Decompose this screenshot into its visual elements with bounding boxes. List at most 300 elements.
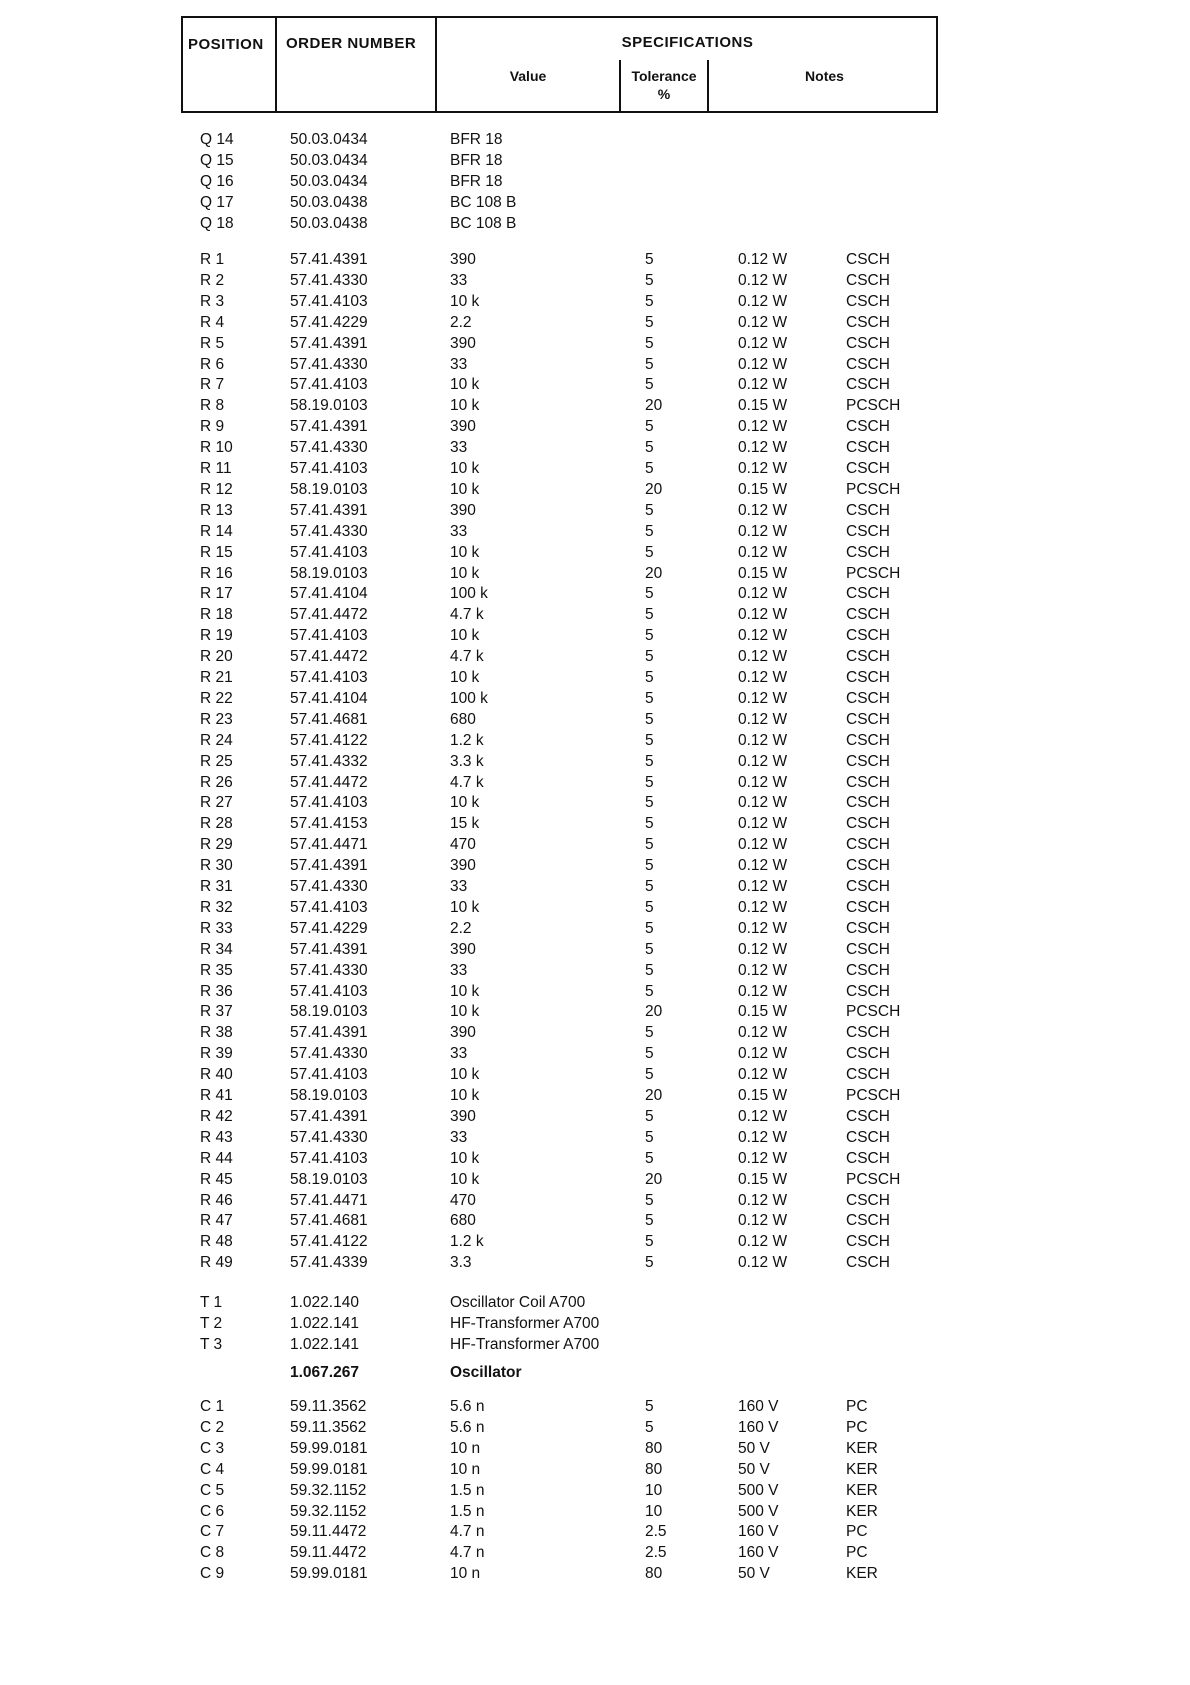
order-number-cell: 57.41.4472 bbox=[290, 773, 368, 791]
order-number-cell: 58.19.0103 bbox=[290, 397, 368, 415]
table-row bbox=[0, 1502, 1190, 1522]
table-row bbox=[0, 626, 1190, 646]
order-number-cell: 59.11.4472 bbox=[290, 1523, 367, 1541]
value-cell: 100 k bbox=[450, 585, 488, 603]
position-cell: C 4 bbox=[200, 1460, 225, 1478]
tolerance-cell: 5 bbox=[645, 1191, 654, 1209]
table-row bbox=[0, 1522, 1190, 1542]
value-cell: 10 k bbox=[450, 564, 480, 582]
rating-cell: 0.12 W bbox=[738, 731, 788, 749]
position-cell: R 18 bbox=[200, 606, 233, 624]
position-cell: R 41 bbox=[200, 1087, 233, 1104]
notes-cell: CSCH bbox=[846, 251, 890, 268]
value-cell: 4.7 k bbox=[450, 606, 484, 624]
rating-cell: 0.12 W bbox=[738, 1149, 788, 1167]
position-cell: R 5 bbox=[200, 334, 225, 352]
table-row bbox=[0, 375, 1190, 395]
notes-cell: CSCH bbox=[846, 1212, 890, 1230]
position-cell: R 13 bbox=[200, 501, 233, 519]
notes-cell: PCSCH bbox=[846, 1087, 901, 1104]
tolerance-cell: 5 bbox=[645, 669, 654, 686]
table-row bbox=[0, 172, 1190, 192]
tolerance-cell: 5 bbox=[645, 1212, 654, 1230]
order-number-cell: 57.41.4103 bbox=[290, 376, 368, 394]
table-row bbox=[0, 271, 1190, 291]
rating-cell: 0.12 W bbox=[738, 752, 788, 770]
tolerance-cell: 5 bbox=[645, 689, 654, 707]
order-number-cell: 57.41.4104 bbox=[290, 689, 368, 707]
table-row bbox=[0, 584, 1190, 604]
order-number-cell: 57.41.4339 bbox=[290, 1254, 368, 1272]
value-cell: 10 k bbox=[450, 898, 480, 916]
order-number-cell: 59.32.1152 bbox=[290, 1502, 367, 1520]
notes-header: Notes bbox=[805, 68, 844, 84]
table-row bbox=[0, 1170, 1190, 1190]
order-number-cell: 1.022.141 bbox=[290, 1314, 359, 1332]
tolerance-cell: 80 bbox=[645, 1439, 663, 1457]
rating-cell: 0.12 W bbox=[738, 460, 788, 477]
value-cell: 1.5 n bbox=[450, 1502, 485, 1520]
tolerance-cell: 20 bbox=[645, 480, 663, 498]
rating-cell: 50 V bbox=[738, 1439, 770, 1457]
tolerance-cell: 10 bbox=[645, 1502, 663, 1520]
value-cell: 680 bbox=[450, 710, 476, 728]
tolerance-cell: 5 bbox=[645, 1418, 654, 1436]
tolerance-cell: 5 bbox=[645, 878, 654, 895]
value-cell: 390 bbox=[450, 418, 476, 436]
position-cell: R 27 bbox=[200, 794, 233, 812]
table-row bbox=[0, 1335, 1190, 1355]
rating-cell: 0.12 W bbox=[738, 501, 788, 519]
tolerance-cell: 20 bbox=[645, 397, 663, 415]
value-cell: 10 k bbox=[450, 627, 480, 645]
value-cell: 5.6 n bbox=[450, 1418, 485, 1436]
notes-cell: CSCH bbox=[846, 982, 890, 1000]
notes-cell: CSCH bbox=[846, 794, 890, 812]
notes-cell: CSCH bbox=[846, 543, 890, 561]
value-cell: BC 108 B bbox=[450, 214, 517, 232]
tolerance-cell: 5 bbox=[645, 815, 654, 833]
rating-cell: 0.12 W bbox=[738, 585, 788, 603]
value-cell: 390 bbox=[450, 1107, 476, 1125]
tolerance-unit: % bbox=[657, 86, 671, 102]
value-cell: BC 108 B bbox=[450, 193, 517, 211]
notes-cell: KER bbox=[846, 1439, 878, 1457]
table-row bbox=[0, 522, 1190, 542]
value-cell: 390 bbox=[450, 940, 476, 958]
value-cell: 33 bbox=[450, 439, 468, 457]
rating-cell: 0.12 W bbox=[738, 251, 788, 268]
tolerance-cell: 5 bbox=[645, 627, 654, 645]
rating-cell: 0.12 W bbox=[738, 1066, 788, 1084]
table-row bbox=[0, 292, 1190, 312]
value-cell: 3.3 k bbox=[450, 752, 484, 770]
notes-cell: KER bbox=[846, 1481, 878, 1499]
rating-cell: 0.12 W bbox=[738, 710, 788, 728]
order-number-cell: 1.022.140 bbox=[290, 1294, 359, 1311]
table-row bbox=[0, 1191, 1190, 1211]
order-number-cell: 57.41.4330 bbox=[290, 522, 368, 540]
tolerance-header: Tolerance bbox=[631, 68, 697, 84]
order-number-cell: 50.03.0438 bbox=[290, 193, 368, 211]
table-row bbox=[0, 773, 1190, 793]
rating-cell: 0.12 W bbox=[738, 271, 788, 289]
tolerance-cell: 5 bbox=[645, 1066, 654, 1084]
order-number-cell: 57.41.4391 bbox=[290, 1107, 368, 1125]
position-cell: R 10 bbox=[200, 439, 233, 457]
table-row bbox=[0, 459, 1190, 479]
order-number-cell: 57.41.4391 bbox=[290, 857, 368, 875]
position-cell: C 9 bbox=[200, 1565, 225, 1583]
order-number-cell: 58.19.0103 bbox=[290, 1087, 368, 1104]
value-cell: 10 k bbox=[450, 543, 480, 561]
value-cell: 10 k bbox=[450, 1170, 480, 1188]
value-cell: 33 bbox=[450, 355, 468, 373]
order-number-cell: 57.41.4330 bbox=[290, 1045, 368, 1063]
tolerance-cell: 5 bbox=[645, 460, 654, 477]
value-cell: 2.2 bbox=[450, 313, 472, 331]
table-row bbox=[0, 334, 1190, 354]
position-cell: R 37 bbox=[200, 1003, 233, 1021]
order-number-cell: 1.067.267 bbox=[290, 1364, 359, 1381]
notes-cell: CSCH bbox=[846, 752, 890, 770]
value-cell: BFR 18 bbox=[450, 172, 503, 190]
rating-cell: 0.12 W bbox=[738, 878, 788, 895]
order-number-cell: 57.41.4330 bbox=[290, 1128, 368, 1146]
table-row bbox=[0, 919, 1190, 939]
order-number-cell: 59.99.0181 bbox=[290, 1565, 368, 1583]
table-row bbox=[0, 480, 1190, 500]
tolerance-cell: 5 bbox=[645, 919, 654, 937]
position-cell: R 40 bbox=[200, 1066, 233, 1084]
notes-cell: PC bbox=[846, 1418, 868, 1436]
order-number-cell: 57.41.4103 bbox=[290, 460, 368, 477]
table-row bbox=[0, 250, 1190, 270]
table-row bbox=[0, 130, 1190, 150]
rating-cell: 500 V bbox=[738, 1502, 779, 1520]
tolerance-cell: 2.5 bbox=[645, 1523, 667, 1541]
position-cell: Q 17 bbox=[200, 193, 234, 211]
tolerance-cell: 80 bbox=[645, 1460, 663, 1478]
order-number-cell: 57.41.4122 bbox=[290, 731, 368, 749]
notes-cell: CSCH bbox=[846, 1233, 890, 1251]
notes-cell: CSCH bbox=[846, 1254, 890, 1272]
value-cell: 10 k bbox=[450, 669, 480, 686]
table-row bbox=[0, 731, 1190, 751]
value-cell: HF-Transformer A700 bbox=[450, 1314, 600, 1332]
table-row bbox=[0, 417, 1190, 437]
rating-cell: 0.12 W bbox=[738, 982, 788, 1000]
rating-cell: 0.15 W bbox=[738, 1170, 788, 1188]
position-cell: R 32 bbox=[200, 898, 233, 916]
rating-cell: 0.12 W bbox=[738, 355, 788, 373]
notes-cell: PCSCH bbox=[846, 397, 901, 415]
position-cell: R 46 bbox=[200, 1191, 233, 1209]
order-number-cell: 58.19.0103 bbox=[290, 480, 368, 498]
order-number-cell: 57.41.4122 bbox=[290, 1233, 368, 1251]
position-cell: R 49 bbox=[200, 1254, 233, 1272]
order-number-cell: 57.41.4391 bbox=[290, 334, 368, 352]
value-cell: 10 k bbox=[450, 292, 480, 310]
value-cell: 10 n bbox=[450, 1460, 481, 1478]
position-cell: R 35 bbox=[200, 961, 233, 979]
value-cell: 390 bbox=[450, 501, 476, 519]
notes-cell: CSCH bbox=[846, 585, 890, 603]
notes-cell: PCSCH bbox=[846, 1170, 901, 1188]
table-row bbox=[0, 605, 1190, 625]
notes-cell: CSCH bbox=[846, 669, 890, 686]
value-cell: Oscillator bbox=[450, 1364, 522, 1381]
table-row bbox=[0, 501, 1190, 521]
rating-cell: 0.12 W bbox=[738, 773, 788, 791]
rating-cell: 50 V bbox=[738, 1460, 770, 1478]
position-cell: R 12 bbox=[200, 480, 233, 498]
tolerance-cell: 80 bbox=[645, 1565, 663, 1583]
order-number-cell: 59.32.1152 bbox=[290, 1481, 367, 1499]
order-number-cell: 57.41.4391 bbox=[290, 940, 368, 958]
position-cell: T 2 bbox=[200, 1314, 223, 1332]
rating-cell: 0.12 W bbox=[738, 1107, 788, 1125]
order-number-cell: 1.022.141 bbox=[290, 1335, 359, 1353]
table-row bbox=[0, 1543, 1190, 1563]
rating-cell: 160 V bbox=[738, 1544, 779, 1562]
order-number-cell: 59.99.0181 bbox=[290, 1439, 368, 1457]
position-cell: R 36 bbox=[200, 982, 233, 1000]
position-cell: Q 14 bbox=[200, 131, 234, 148]
rating-cell: 0.15 W bbox=[738, 564, 788, 582]
order-number-cell: 57.41.4471 bbox=[290, 1191, 368, 1209]
rating-cell: 0.12 W bbox=[738, 1191, 788, 1209]
header-divider bbox=[435, 18, 437, 111]
order-number-cell: 58.19.0103 bbox=[290, 1170, 368, 1188]
rating-cell: 0.12 W bbox=[738, 919, 788, 937]
table-row bbox=[0, 814, 1190, 834]
table-row bbox=[0, 313, 1190, 333]
table-row bbox=[0, 1065, 1190, 1085]
table-row bbox=[0, 647, 1190, 667]
rating-cell: 0.12 W bbox=[738, 606, 788, 624]
tolerance-cell: 5 bbox=[645, 898, 654, 916]
rating-cell: 0.12 W bbox=[738, 543, 788, 561]
table-row bbox=[0, 1023, 1190, 1043]
position-cell: R 31 bbox=[200, 878, 233, 895]
value-cell: BFR 18 bbox=[450, 131, 503, 148]
value-cell: 390 bbox=[450, 334, 476, 352]
position-cell: R 15 bbox=[200, 543, 233, 561]
value-cell: 10 k bbox=[450, 397, 480, 415]
value-cell: 10 n bbox=[450, 1565, 481, 1583]
rating-cell: 0.15 W bbox=[738, 480, 788, 498]
value-cell: 4.7 n bbox=[450, 1523, 485, 1541]
tolerance-cell: 20 bbox=[645, 1170, 663, 1188]
position-cell: C 5 bbox=[200, 1481, 225, 1499]
position-cell: C 8 bbox=[200, 1544, 225, 1562]
tolerance-cell: 5 bbox=[645, 334, 654, 352]
value-cell: 1.5 n bbox=[450, 1481, 485, 1499]
order-number-cell: 59.99.0181 bbox=[290, 1460, 368, 1478]
value-header: Value bbox=[509, 68, 547, 84]
tolerance-cell: 5 bbox=[645, 982, 654, 1000]
tolerance-cell: 5 bbox=[645, 543, 654, 561]
tolerance-cell: 5 bbox=[645, 961, 654, 979]
specifications-header: SPECIFICATIONS bbox=[621, 34, 754, 51]
order-number-cell: 57.41.4229 bbox=[290, 919, 368, 937]
tolerance-cell: 5 bbox=[645, 940, 654, 958]
table-row bbox=[0, 543, 1190, 563]
rating-cell: 160 V bbox=[738, 1398, 779, 1415]
rating-cell: 0.12 W bbox=[738, 313, 788, 331]
position-cell: R 16 bbox=[200, 564, 233, 582]
table-row bbox=[0, 898, 1190, 918]
position-cell: T 3 bbox=[200, 1335, 223, 1353]
position-cell: T 1 bbox=[200, 1294, 223, 1311]
tolerance-cell: 5 bbox=[645, 439, 654, 457]
table-row bbox=[0, 1439, 1190, 1459]
position-cell: C 1 bbox=[200, 1398, 225, 1415]
notes-cell: CSCH bbox=[846, 648, 890, 666]
order-number-cell: 57.41.4103 bbox=[290, 1149, 368, 1167]
rating-cell: 160 V bbox=[738, 1523, 779, 1541]
position-cell: Q 18 bbox=[200, 214, 234, 232]
position-cell: R 19 bbox=[200, 627, 233, 645]
position-cell: R 43 bbox=[200, 1128, 233, 1146]
table-row bbox=[0, 214, 1190, 234]
rating-cell: 0.12 W bbox=[738, 961, 788, 979]
rating-cell: 0.12 W bbox=[738, 1128, 788, 1146]
notes-cell: CSCH bbox=[846, 439, 890, 457]
table-row bbox=[0, 835, 1190, 855]
value-cell: 1.2 k bbox=[450, 1233, 484, 1251]
notes-cell: CSCH bbox=[846, 710, 890, 728]
rating-cell: 0.12 W bbox=[738, 794, 788, 812]
tolerance-cell: 5 bbox=[645, 731, 654, 749]
value-cell: 10 k bbox=[450, 1003, 480, 1021]
notes-cell: CSCH bbox=[846, 961, 890, 979]
table-row bbox=[0, 1293, 1190, 1313]
order-number-cell: 57.41.4153 bbox=[290, 815, 368, 833]
value-cell: BFR 18 bbox=[450, 151, 503, 169]
notes-cell: CSCH bbox=[846, 836, 890, 854]
notes-cell: CSCH bbox=[846, 1045, 890, 1063]
tolerance-cell: 5 bbox=[645, 710, 654, 728]
tolerance-cell: 5 bbox=[645, 1045, 654, 1063]
position-cell: R 21 bbox=[200, 669, 233, 686]
position-cell: C 2 bbox=[200, 1418, 225, 1436]
tolerance-cell: 5 bbox=[645, 1398, 654, 1415]
table-row bbox=[0, 564, 1190, 584]
table-row bbox=[0, 1002, 1190, 1022]
table-row bbox=[0, 1232, 1190, 1252]
rating-cell: 50 V bbox=[738, 1565, 770, 1583]
notes-cell: CSCH bbox=[846, 1149, 890, 1167]
order-number-cell: 57.41.4391 bbox=[290, 501, 368, 519]
value-cell: 470 bbox=[450, 836, 476, 854]
tolerance-cell: 20 bbox=[645, 1087, 663, 1104]
rating-cell: 0.12 W bbox=[738, 857, 788, 875]
table-row bbox=[0, 1107, 1190, 1127]
notes-cell: CSCH bbox=[846, 898, 890, 916]
position-cell: R 14 bbox=[200, 522, 233, 540]
notes-cell: CSCH bbox=[846, 292, 890, 310]
tolerance-cell: 5 bbox=[645, 355, 654, 373]
table-row bbox=[0, 1418, 1190, 1438]
table-row bbox=[0, 1460, 1190, 1480]
table-row bbox=[0, 193, 1190, 213]
tolerance-cell: 5 bbox=[645, 1254, 654, 1272]
position-header: POSITION bbox=[188, 36, 264, 53]
order-number-cell: 57.41.4103 bbox=[290, 669, 368, 686]
position-cell: R 1 bbox=[200, 251, 225, 268]
position-cell: R 39 bbox=[200, 1045, 233, 1063]
header-divider bbox=[275, 18, 277, 111]
value-cell: 33 bbox=[450, 1045, 468, 1063]
order-number-cell: 57.41.4103 bbox=[290, 543, 368, 561]
value-cell: 33 bbox=[450, 1128, 468, 1146]
tolerance-cell: 5 bbox=[645, 1024, 654, 1042]
notes-cell: CSCH bbox=[846, 355, 890, 373]
table-row bbox=[0, 689, 1190, 709]
table-row bbox=[0, 355, 1190, 375]
rating-cell: 0.12 W bbox=[738, 898, 788, 916]
table-row bbox=[0, 1086, 1190, 1106]
notes-cell: CSCH bbox=[846, 1066, 890, 1084]
tolerance-cell: 5 bbox=[645, 836, 654, 854]
value-cell: 33 bbox=[450, 271, 468, 289]
order-number-cell: 59.11.3562 bbox=[290, 1398, 367, 1415]
notes-cell: CSCH bbox=[846, 919, 890, 937]
notes-cell: CSCH bbox=[846, 501, 890, 519]
order-number-cell: 57.41.4391 bbox=[290, 1024, 368, 1042]
notes-cell: PC bbox=[846, 1544, 868, 1562]
value-cell: 4.7 k bbox=[450, 773, 484, 791]
value-cell: 10 k bbox=[450, 1149, 480, 1167]
table-row bbox=[0, 1564, 1190, 1584]
value-cell: 10 k bbox=[450, 460, 480, 477]
rating-cell: 0.12 W bbox=[738, 648, 788, 666]
order-number-cell: 57.41.4103 bbox=[290, 1066, 368, 1084]
order-number-cell: 57.41.4681 bbox=[290, 710, 368, 728]
position-cell: R 20 bbox=[200, 648, 233, 666]
tolerance-cell: 5 bbox=[645, 1128, 654, 1146]
notes-cell: CSCH bbox=[846, 1128, 890, 1146]
notes-cell: CSCH bbox=[846, 689, 890, 707]
order-number-cell: 57.41.4472 bbox=[290, 648, 368, 666]
rating-cell: 0.12 W bbox=[738, 940, 788, 958]
position-cell: C 6 bbox=[200, 1502, 225, 1520]
order-number-cell: 58.19.0103 bbox=[290, 564, 368, 582]
value-cell: 10 k bbox=[450, 376, 480, 394]
value-cell: 10 k bbox=[450, 1066, 480, 1084]
table-row bbox=[0, 940, 1190, 960]
notes-cell: CSCH bbox=[846, 1024, 890, 1042]
position-cell: R 38 bbox=[200, 1024, 233, 1042]
order-number-cell: 57.41.4330 bbox=[290, 271, 368, 289]
position-cell: Q 16 bbox=[200, 172, 234, 190]
notes-cell: KER bbox=[846, 1565, 878, 1583]
position-cell: R 2 bbox=[200, 271, 225, 289]
tolerance-cell: 2.5 bbox=[645, 1544, 667, 1562]
table-row bbox=[0, 1253, 1190, 1273]
order-number-cell: 57.41.4104 bbox=[290, 585, 368, 603]
tolerance-cell: 5 bbox=[645, 648, 654, 666]
order-number-cell: 59.11.3562 bbox=[290, 1418, 367, 1436]
value-cell: 33 bbox=[450, 878, 468, 895]
position-cell: R 48 bbox=[200, 1233, 233, 1251]
table-row bbox=[0, 752, 1190, 772]
rating-cell: 500 V bbox=[738, 1481, 779, 1499]
value-cell: 4.7 k bbox=[450, 648, 484, 666]
value-cell: 680 bbox=[450, 1212, 476, 1230]
